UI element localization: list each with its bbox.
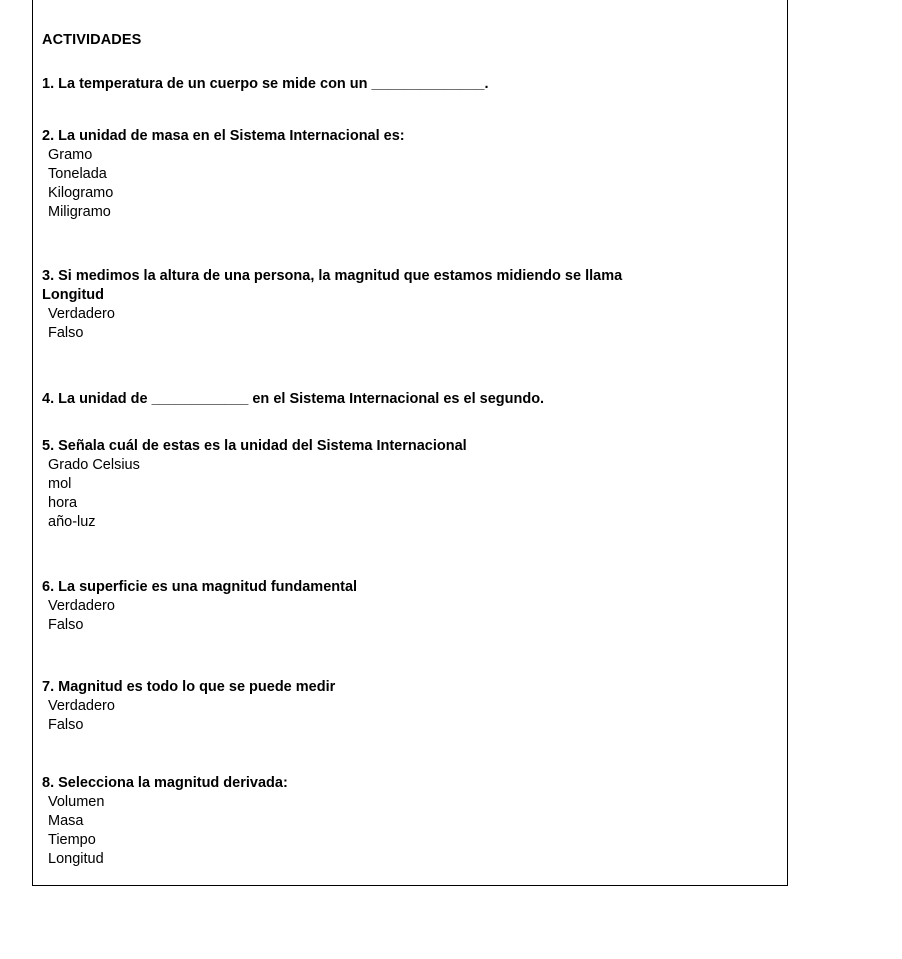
question-7-option-1[interactable]: Verdadero: [48, 698, 115, 714]
question-2-text: 2. La unidad de masa en el Sistema Internacional es:: [42, 128, 405, 144]
question-7-text: 7. Magnitud es todo lo que se puede medir: [42, 679, 336, 695]
question-1: [42, 75, 772, 94]
question-6-option-1[interactable]: Verdadero: [48, 598, 115, 614]
question-8-option-2[interactable]: Masa: [48, 813, 84, 829]
question-8-option-1[interactable]: Volumen: [48, 794, 105, 810]
question-3-text: 3. Si medimos la altura de una persona, la magnitud que estamos midiendo se llama: [42, 268, 623, 284]
question-8-option-4[interactable]: Longitud: [48, 851, 104, 867]
question-3: [42, 267, 772, 343]
section-heading: ACTIVIDADES: [42, 32, 142, 48]
question-1-text: 1. La temperatura de un cuerpo se mide con un ______________.: [42, 76, 489, 92]
question-3-option-1[interactable]: Verdadero: [48, 306, 115, 322]
question-3-text-continued: Longitud: [42, 287, 105, 303]
question-4-text: 4. La unidad de ____________ en el Sistema Internacional es el segundo.: [42, 391, 545, 407]
question-6-option-2[interactable]: Falso: [48, 617, 84, 633]
question-8-option-3[interactable]: Tiempo: [48, 832, 96, 848]
question-6-text: 6. La superficie es una magnitud fundamental: [42, 579, 358, 595]
question-5-option-4[interactable]: año-luz: [48, 514, 96, 530]
question-2-option-2[interactable]: Tonelada: [48, 166, 107, 182]
question-8-text: 8. Selecciona la magnitud derivada:: [42, 775, 288, 791]
question-7-option-2[interactable]: Falso: [48, 717, 84, 733]
question-5: [42, 437, 772, 532]
question-2-option-1[interactable]: Gramo: [48, 147, 93, 163]
question-2-option-3[interactable]: Kilogramo: [48, 185, 114, 201]
question-5-option-3[interactable]: hora: [48, 495, 78, 511]
question-4: [42, 390, 772, 409]
question-5-text: 5. Señala cuál de estas es la unidad del Sistema Internacional: [42, 438, 467, 454]
question-2: [42, 127, 772, 222]
question-2-option-4[interactable]: Miligramo: [48, 204, 111, 220]
worksheet-frame: [32, 0, 788, 886]
question-7: [42, 678, 772, 735]
question-5-option-1[interactable]: Grado Celsius: [48, 457, 140, 473]
question-3-option-2[interactable]: Falso: [48, 325, 84, 341]
question-6: [42, 578, 772, 635]
question-8: [42, 774, 772, 869]
question-5-option-2[interactable]: mol: [48, 476, 72, 492]
